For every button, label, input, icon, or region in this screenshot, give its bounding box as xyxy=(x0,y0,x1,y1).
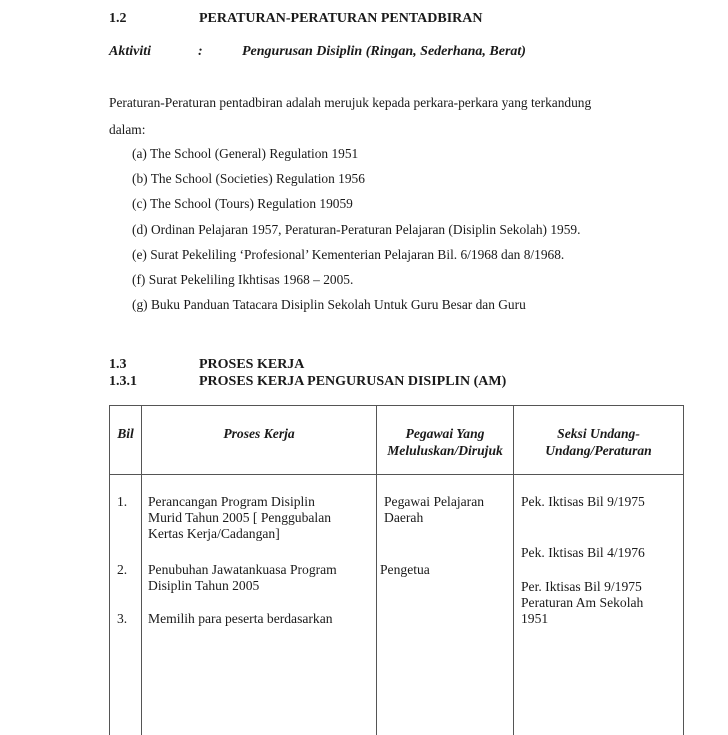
intro-paragraph-line-2: dalam: xyxy=(109,122,145,138)
header-pegawai: Pegawai Yang Meluluskan/Dirujuk xyxy=(377,406,514,475)
list-marker: (a) xyxy=(132,146,147,161)
proses-kerja-column xyxy=(142,475,377,735)
intro-paragraph-line-1: Peraturan-Peraturan pentadbiran adalah merujuk kepada perkara-perkara yang terkandung xyxy=(109,95,591,111)
header-bil: Bil xyxy=(110,406,142,475)
table-header-row xyxy=(110,406,684,475)
bil-item: 3. xyxy=(117,611,127,627)
section-title: PERATURAN-PERATURAN PENTADBIRAN xyxy=(199,11,483,27)
seksi-item: Pek. Iktisas Bil 9/1975 xyxy=(521,494,645,510)
seksi-item: Pek. Iktisas Bil 4/1976 xyxy=(521,545,645,561)
list-item xyxy=(132,297,526,313)
list-text: The School (Tours) Regulation 19059 xyxy=(150,196,353,211)
proses-item: Perancangan Program Disiplin Murid Tahun 2005 [ Penggubalan Kertas Kerja/Cadangan] xyxy=(148,494,331,542)
list-item xyxy=(132,196,353,212)
process-table xyxy=(109,405,684,735)
pegawai-column xyxy=(377,475,514,735)
list-item xyxy=(132,247,564,263)
subsection-number: 1.3.1 xyxy=(109,374,137,390)
subsection-title: PROSES KERJA PENGURUSAN DISIPLIN (AM) xyxy=(199,374,506,390)
list-item xyxy=(132,222,580,238)
list-marker: (b) xyxy=(132,171,148,186)
list-text: The School (Societies) Regulation 1956 xyxy=(151,171,365,186)
proses-item: Penubuhan Jawatankuasa Program Disiplin Tahun 2005 xyxy=(148,562,337,594)
list-item xyxy=(132,146,358,162)
section-title: PROSES KERJA xyxy=(199,357,304,373)
list-marker: (c) xyxy=(132,196,147,211)
seksi-column xyxy=(514,475,684,735)
pegawai-item: Pengetua xyxy=(380,562,430,578)
activity-label: Aktiviti xyxy=(109,44,151,60)
header-seksi: Seksi Undang- Undang/Peraturan xyxy=(514,406,684,475)
proses-item: Memilih para peserta berdasarkan xyxy=(148,611,333,627)
list-text: Surat Pekeliling Ikhtisas 1968 – 2005. xyxy=(149,272,354,287)
bil-item: 1. xyxy=(117,494,127,510)
list-marker: (f) xyxy=(132,272,145,287)
list-item xyxy=(132,171,365,187)
list-text: Ordinan Pelajaran 1957, Peraturan-Peraturan Pelajaran (Disiplin Sekolah) 1959. xyxy=(151,222,581,237)
list-marker: (g) xyxy=(132,297,148,312)
list-text: Buku Panduan Tatacara Disiplin Sekolah Untuk Guru Besar dan Guru xyxy=(151,297,526,312)
activity-colon: : xyxy=(198,44,203,60)
section-number: 1.2 xyxy=(109,11,127,27)
list-marker: (d) xyxy=(132,222,148,237)
seksi-item: Per. Iktisas Bil 9/1975 Peraturan Am Sekolah 1951 xyxy=(521,579,643,627)
activity-value: Pengurusan Disiplin (Ringan, Sederhana, Berat) xyxy=(242,44,526,60)
list-item xyxy=(132,272,353,288)
section-number: 1.3 xyxy=(109,357,127,373)
table-row xyxy=(110,475,684,735)
list-text: Surat Pekeliling ‘Profesional’ Kementerian Pelajaran Bil. 6/1968 dan 8/1968. xyxy=(150,247,564,262)
header-proses-kerja: Proses Kerja xyxy=(142,406,377,475)
list-text: The School (General) Regulation 1951 xyxy=(150,146,358,161)
bil-column xyxy=(110,475,142,735)
pegawai-item: Pegawai Pelajaran Daerah xyxy=(384,494,484,526)
bil-item: 2. xyxy=(117,562,127,578)
list-marker: (e) xyxy=(132,247,147,262)
